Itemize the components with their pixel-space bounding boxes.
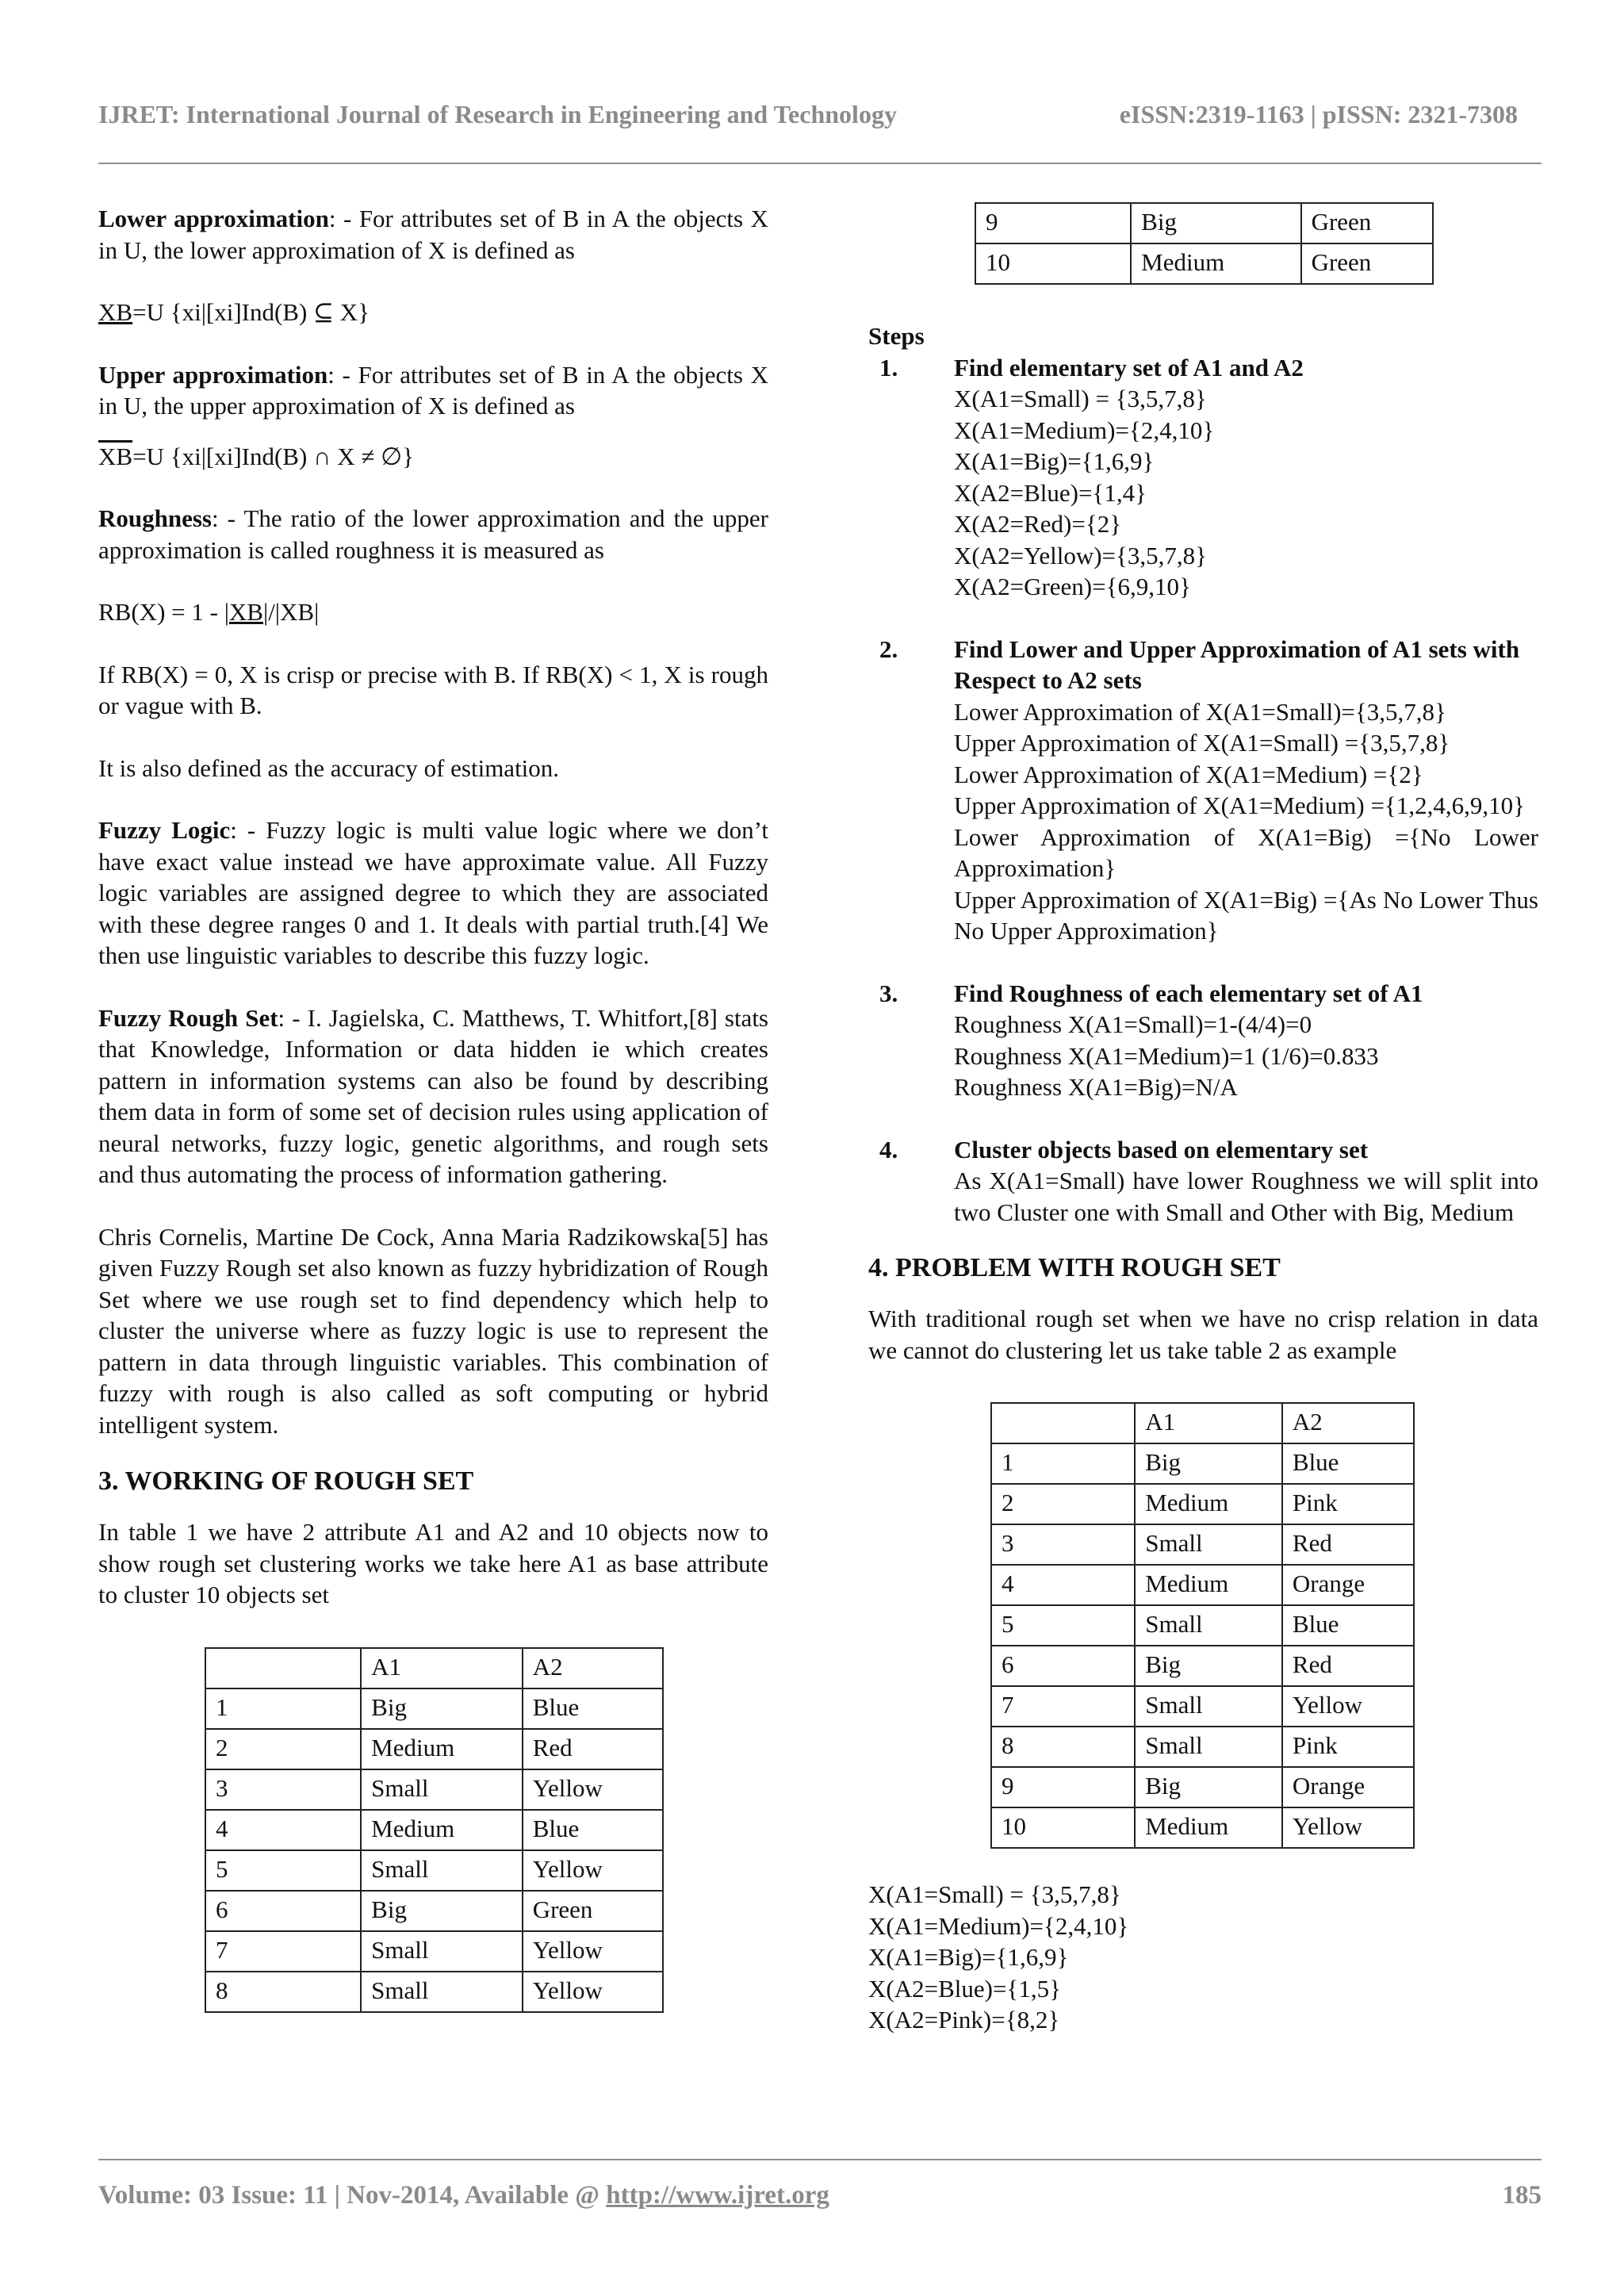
table-row [975, 243, 1433, 284]
table-cell: Pink [1282, 1484, 1414, 1524]
section-3-heading: 3. WORKING OF ROUGH SET [98, 1466, 474, 1496]
table-cell: Yellow [1282, 1686, 1414, 1727]
table-cell: Yellow [523, 1931, 663, 1972]
table-cell: Orange [1282, 1767, 1414, 1807]
fuzzy-rough-set-text: : - I. Jagielska, C. Matthews, T. Whitfort,[8] stats that Knowledge, Information or data hidden ie which creates pattern in information systems can also be found by describing them data in form of some set of decision rules using application of neural networks, fuzzy logic, genetic algorithms, and rough sets and thus automating the process of information gathering. [98, 1003, 768, 1188]
step-line: X(A2=Red)={2} [954, 510, 1122, 538]
table-cell: Small [1135, 1524, 1282, 1565]
formula-symbol: $\overline{XB}$ [98, 442, 133, 470]
table-1 [205, 1647, 664, 2013]
step-line: Lower Approximation of X(A1=Small)={3,5,7,8} [954, 697, 1446, 726]
table-cell: 2 [205, 1729, 361, 1769]
table-row [205, 1931, 663, 1972]
table-row [991, 1484, 1414, 1524]
footer-rule [98, 2159, 1542, 2160]
table-row [991, 1646, 1414, 1686]
table-cell: Small [1135, 1727, 1282, 1767]
step-line: Lower Approximation of X(A1=Medium) ={2} [954, 760, 1423, 788]
step-line: Upper Approximation of X(A1=Medium) ={1,2,4,6,9,10} [954, 792, 1525, 819]
step-line: Upper Approximation of X(A1=Big) ={As No Lower Thus No Upper Approximation} [954, 885, 1538, 945]
formula-symbol: XB [98, 298, 133, 326]
table-cell: Medium [1135, 1484, 1282, 1524]
table-cell: A1 [1135, 1403, 1282, 1443]
table-row [975, 203, 1433, 243]
table-cell: Big [361, 1688, 523, 1729]
elementary-set-line: X(A1=Small) = {3,5,7,8} [868, 1880, 1121, 1908]
elementary-sets-list [868, 1879, 1538, 2036]
fuzzy-rough-set-paragraph [98, 1002, 768, 1190]
table-row [205, 1769, 663, 1810]
table-cell: Red [523, 1729, 663, 1769]
table-cell: A1 [361, 1648, 523, 1688]
table-cell: 8 [991, 1727, 1135, 1767]
step-number: 2. [879, 634, 898, 663]
table-row [205, 1850, 663, 1891]
table-cell: Yellow [1282, 1807, 1414, 1848]
roughness-text: : - The ratio of the lower approximation and the upper approximation is called roughness it is measured as [98, 504, 768, 564]
step-item [868, 1134, 1538, 1228]
table-cell: Green [1301, 243, 1433, 284]
issn: eISSN:2319-1163 | pISSN: 2321-7308 [1119, 100, 1518, 128]
section-4-paragraph: With traditional rough set when we have no crisp relation in data we cannot do clustering let us take table 2 as example [868, 1305, 1538, 1364]
table-cell: Small [1135, 1686, 1282, 1727]
table-cell: Small [361, 1972, 523, 2012]
formula-symbol: XB [228, 598, 263, 626]
table-cell: 5 [205, 1850, 361, 1891]
step-item [868, 978, 1538, 1103]
table-cell: 10 [975, 243, 1131, 284]
step-title: Cluster objects based on elementary set [954, 1135, 1369, 1163]
fuzzy-logic-paragraph [98, 815, 768, 972]
step-line: X(A1=Medium)={2,4,10} [954, 416, 1215, 444]
table-cell: 7 [991, 1686, 1135, 1727]
table-cell: 9 [991, 1767, 1135, 1807]
table-row [205, 1810, 663, 1850]
fuzzy-logic-label: Fuzzy Logic [98, 816, 231, 844]
step-line: Upper Approximation of X(A1=Small) ={3,5,7,8} [954, 729, 1450, 757]
lower-approximation-formula [98, 297, 768, 328]
table-cell: Small [361, 1769, 523, 1810]
crisp-paragraph: If RB(X) = 0, X is crisp or precise with B. If RB(X) < 1, X is rough or vague with B. [98, 660, 768, 719]
table-cell: Blue [1282, 1605, 1414, 1646]
table-row [991, 1524, 1414, 1565]
table-cell: Medium [361, 1810, 523, 1850]
table-cell: 4 [205, 1810, 361, 1850]
lower-approximation-paragraph [98, 203, 768, 266]
formula-suffix: |/|XB| [262, 598, 320, 626]
table-cell: Small [361, 1850, 523, 1891]
cornelis-paragraph: Chris Cornelis, Martine De Cock, Anna Maria Radzikowska[5] has given Fuzzy Rough set also known as fuzzy hybridization of Rough Set where we use rough set to find dependency which help to cluster the universe where as fuzzy logic is use to represent the pattern in data through linguistic variables. This combination of fuzzy with rough is also called as soft computing or hybrid intelligent system. [98, 1222, 768, 1439]
upper-approximation-text: : - For attributes set of B in A the objects X in U, the upper approximation of X is defined as [98, 360, 768, 420]
table-cell [205, 1648, 361, 1688]
table-cell: Red [1282, 1524, 1414, 1565]
upper-approximation-formula [98, 441, 768, 473]
table-row [991, 1767, 1414, 1807]
step-line: Roughness X(A1=Medium)=1 (1/6)=0.833 [954, 1041, 1379, 1070]
step-line: X(A1=Big)={1,6,9} [954, 447, 1155, 475]
table-cell: 1 [991, 1443, 1135, 1484]
table-cell: 6 [205, 1891, 361, 1931]
table-cell: Medium [361, 1729, 523, 1769]
table-cell: 10 [991, 1807, 1135, 1848]
step-line: Roughness X(A1=Big)=N/A [954, 1073, 1238, 1101]
step-line: X(A2=Blue)={1,4} [954, 478, 1147, 507]
table-header-row [991, 1403, 1414, 1443]
step-number: 4. [879, 1135, 898, 1163]
step-title: Find Roughness of each elementary set of A1 [954, 979, 1423, 1007]
table-row [991, 1686, 1414, 1727]
step-line: X(A2=Yellow)={3,5,7,8} [954, 541, 1208, 569]
table-cell: Yellow [523, 1769, 663, 1810]
table-cell: 3 [205, 1769, 361, 1810]
table-cell: Small [1135, 1605, 1282, 1646]
step-line: Lower Approximation of X(A1=Big) ={No Lower Approximation} [954, 822, 1538, 882]
table-cell: Big [1135, 1646, 1282, 1686]
table-cell: A2 [523, 1648, 663, 1688]
table-2 [990, 1402, 1415, 1849]
table-row [991, 1565, 1414, 1605]
table-row [991, 1443, 1414, 1484]
elementary-set-line: X(A1=Big)={1,6,9} [868, 1943, 1069, 1971]
step-line: Roughness X(A1=Small)=1-(4/4)=0 [954, 1010, 1312, 1038]
table-row [205, 1729, 663, 1769]
table-row [991, 1727, 1414, 1767]
step-line: As X(A1=Small) have lower Roughness we will split into two Cluster one with Small and Other with Big, Medium [954, 1167, 1538, 1226]
table-cell: Orange [1282, 1565, 1414, 1605]
formula-rest: =U {xi|[xi]Ind(B) ∩ X ≠ ∅} [132, 442, 414, 470]
table-cell: Green [523, 1891, 663, 1931]
table-cell [991, 1403, 1135, 1443]
section-3-paragraph: In table 1 we have 2 attribute A1 and A2 and 10 objects now to show rough set clustering works we take here A1 as base attribute to cluster 10 objects set [98, 1518, 768, 1608]
table-row [205, 1688, 663, 1729]
step-number: 3. [879, 979, 898, 1007]
running-footer [98, 2181, 1542, 2210]
roughness-label: Roughness [98, 504, 212, 532]
table-cell: Green [1301, 203, 1433, 243]
step-line: X(A2=Green)={6,9,10} [954, 573, 1191, 600]
step-title: Find Lower and Upper Approximation of A1 sets with Respect to A2 sets [954, 634, 1520, 694]
fuzzy-logic-text: : - Fuzzy logic is multi value logic where we don’t have exact value instead we have approximate value. All Fuzzy logic variables are assigned degree to which they are associated with these degree ranges 0 and 1. It deals with partial truth.[4] We then use linguistic variables to describe this fuzzy logic. [98, 816, 768, 969]
table-cell: 1 [205, 1688, 361, 1729]
roughness-paragraph [98, 503, 768, 565]
step-item [868, 634, 1538, 947]
table-cell: Yellow [523, 1972, 663, 2012]
page-number: 185 [1502, 2181, 1542, 2210]
table-1-continued [975, 202, 1434, 285]
section-4-heading: 4. PROBLEM WITH ROUGH SET [868, 1253, 1281, 1282]
table-row [991, 1807, 1414, 1848]
table-cell: Pink [1282, 1727, 1414, 1767]
lower-approximation-text: : - For attributes set of B in A the objects X in U, the lower approximation of X is defined as [98, 205, 768, 264]
step-title: Find elementary set of A1 and A2 [954, 353, 1304, 381]
volume-info: Volume: 03 Issue: 11 | Nov-2014, Available @ [98, 2181, 607, 2210]
formula-rest: =U {xi|[xi]Ind(B) ⊆ X} [132, 298, 370, 326]
step-number: 1. [879, 353, 898, 381]
fuzzy-rough-set-label: Fuzzy Rough Set [98, 1003, 278, 1032]
table-cell: Small [361, 1931, 523, 1972]
table-cell: 4 [991, 1565, 1135, 1605]
journal-title: IJRET: International Journal of Research in Engineering and Technology [98, 100, 897, 128]
elementary-set-line: X(A1=Medium)={2,4,10} [868, 1911, 1129, 1940]
steps-list [868, 352, 1538, 1228]
table-header-row [205, 1648, 663, 1688]
table-cell: Red [1282, 1646, 1414, 1686]
table-cell: 6 [991, 1646, 1135, 1686]
table-cell: Medium [1135, 1565, 1282, 1605]
journal-link[interactable]: http://www.ijret.org [606, 2181, 829, 2210]
right-column [868, 202, 1538, 2036]
step-line: X(A1=Small) = {3,5,7,8} [954, 385, 1207, 412]
table-cell: 9 [975, 203, 1131, 243]
table-cell: 8 [205, 1972, 361, 2012]
table-cell: Blue [1282, 1443, 1414, 1484]
table-cell: Medium [1131, 243, 1300, 284]
table-cell: Blue [523, 1688, 663, 1729]
accuracy-paragraph: It is also defined as the accuracy of estimation. [98, 753, 560, 782]
table-row [991, 1605, 1414, 1646]
running-header [98, 100, 1526, 129]
table-row [205, 1972, 663, 2012]
upper-approximation-paragraph [98, 359, 768, 422]
lower-approximation-label: Lower approximation [98, 205, 329, 232]
header-rule [98, 163, 1542, 164]
formula-prefix: RB(X) = 1 - | [98, 598, 229, 626]
table-cell: Blue [523, 1810, 663, 1850]
table-cell: Big [1131, 203, 1300, 243]
table-row [205, 1891, 663, 1931]
table-cell: Big [1135, 1767, 1282, 1807]
step-item [868, 352, 1538, 603]
table-cell: Medium [1135, 1807, 1282, 1848]
elementary-set-line: X(A2=Blue)={1,5} [868, 1974, 1061, 2003]
upper-approximation-label: Upper approximation [98, 360, 328, 389]
table-cell: 2 [991, 1484, 1135, 1524]
table-cell: Big [1135, 1443, 1282, 1484]
table-cell: A2 [1282, 1403, 1414, 1443]
table-cell: Yellow [523, 1850, 663, 1891]
roughness-formula [98, 596, 768, 628]
steps-label: Steps [868, 322, 925, 350]
table-cell: 5 [991, 1605, 1135, 1646]
left-column [98, 203, 768, 2013]
table-cell: 7 [205, 1931, 361, 1972]
table-cell: Big [361, 1891, 523, 1931]
elementary-set-line: X(A2=Pink)={8,2} [868, 2006, 1060, 2033]
table-cell: 3 [991, 1524, 1135, 1565]
